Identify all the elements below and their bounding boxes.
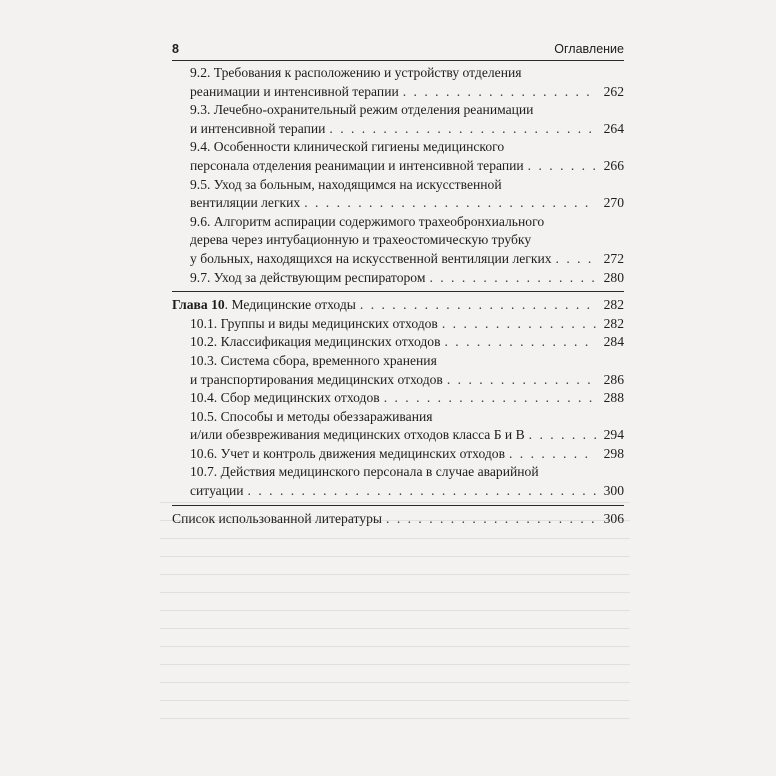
toc-page-number: 282 xyxy=(603,315,624,331)
toc-page-number: 306 xyxy=(603,510,624,526)
toc-entry-text: у больных, находящихся на искусственной вентиляции легких xyxy=(190,250,552,266)
toc-entry xyxy=(172,176,624,213)
toc-page-number: 266 xyxy=(603,157,624,173)
toc-entry-line: дерева через интубационную и трахеостомическую трубку xyxy=(190,232,532,248)
toc-entry xyxy=(172,101,624,138)
running-title: Оглавление xyxy=(554,42,624,56)
chapter-label: Глава 10 xyxy=(172,297,225,313)
leader-dots xyxy=(442,315,596,334)
toc-entry-text: реанимации и интенсивной терапии xyxy=(190,83,399,99)
toc-entry xyxy=(172,333,624,352)
leader-dots xyxy=(444,333,596,352)
toc-entry xyxy=(172,269,624,288)
toc-entry-line: 9.5. Уход за больным, находящимся на искусственной xyxy=(190,176,502,192)
page-number: 8 xyxy=(172,42,179,56)
toc-entry xyxy=(172,64,624,101)
leader-dots xyxy=(556,250,596,269)
toc-entry xyxy=(172,408,624,445)
toc-page-number: 272 xyxy=(603,250,624,266)
chapter-10-entry xyxy=(172,296,624,315)
toc-entry-text: вентиляции легких xyxy=(190,195,301,211)
toc-entry-text: 10.2. Классификация медицинских отходов xyxy=(190,334,441,350)
leader-dots xyxy=(403,83,596,102)
toc-entry-text: и интенсивной терапии xyxy=(190,120,326,136)
leader-dots xyxy=(384,389,596,408)
toc-entry-line: 10.7. Действия медицинского персонала в случае аварийной xyxy=(190,464,539,480)
chapter-title: . Медицинские отходы xyxy=(224,297,356,313)
toc-entry-text: ситуации xyxy=(190,483,244,499)
toc-entry xyxy=(172,315,624,334)
table-of-contents xyxy=(172,64,624,528)
toc-entry xyxy=(172,445,624,464)
toc-entry-text: 9.7. Уход за действующим респиратором xyxy=(190,269,426,285)
toc-entry-line: 9.6. Алгоритм аспирации содержимого трахеобронхиального xyxy=(190,213,545,229)
toc-entry-line: 10.3. Система сбора, временного хранения xyxy=(190,352,437,368)
toc-page-number: 282 xyxy=(603,297,624,313)
toc-entry-text: персонала отделения реанимации и интенсивной терапии xyxy=(190,157,524,173)
leader-dots xyxy=(529,426,596,445)
toc-entry-text: 10.6. Учет и контроль движения медицинских отходов xyxy=(190,445,505,461)
section-9-entries xyxy=(172,64,624,287)
toc-entry-line: 9.4. Особенности клинической гигиены медицинского xyxy=(190,139,505,155)
toc-page-number: 286 xyxy=(603,371,624,387)
toc-entry-text: 10.4. Сбор медицинских отходов xyxy=(190,390,380,406)
toc-entry xyxy=(172,389,624,408)
leader-dots xyxy=(304,194,596,213)
page-header xyxy=(172,40,624,61)
leader-dots xyxy=(360,296,596,315)
toc-entry-line: 10.5. Способы и методы обеззараживания xyxy=(190,408,433,424)
toc-page-number: 280 xyxy=(603,269,624,285)
divider xyxy=(172,291,624,292)
toc-entry-text: и транспортирования медицинских отходов xyxy=(190,371,443,387)
toc-page-number: 262 xyxy=(603,83,624,99)
toc-page-number: 298 xyxy=(603,445,624,461)
bibliography-title: Список использованной литературы xyxy=(172,510,383,526)
toc-page-number: 264 xyxy=(603,120,624,136)
leader-dots xyxy=(528,157,596,176)
bleed-through-texture xyxy=(160,490,630,730)
leader-dots xyxy=(447,371,596,390)
toc-entry xyxy=(172,138,624,175)
toc-page-number: 288 xyxy=(603,390,624,406)
toc-page-number: 300 xyxy=(603,483,624,499)
toc-page-number: 294 xyxy=(603,427,624,443)
toc-entry-line: 9.2. Требования к расположению и устройству отделения xyxy=(190,65,522,80)
leader-dots xyxy=(429,269,596,288)
toc-entry-text: и/или обезвреживания медицинских отходов класса Б и В xyxy=(190,427,525,443)
toc-page-number: 270 xyxy=(603,195,624,211)
leader-dots xyxy=(329,120,596,139)
toc-entry-text: 10.1. Группы и виды медицинских отходов xyxy=(190,315,438,331)
toc-entry xyxy=(172,213,624,269)
leader-dots xyxy=(509,445,596,464)
section-10-entries xyxy=(172,315,624,501)
toc-page-number: 284 xyxy=(603,334,624,350)
toc-entry-line: 9.3. Лечебно-охранительный режим отделения реанимации xyxy=(190,102,534,118)
toc-entry xyxy=(172,352,624,389)
